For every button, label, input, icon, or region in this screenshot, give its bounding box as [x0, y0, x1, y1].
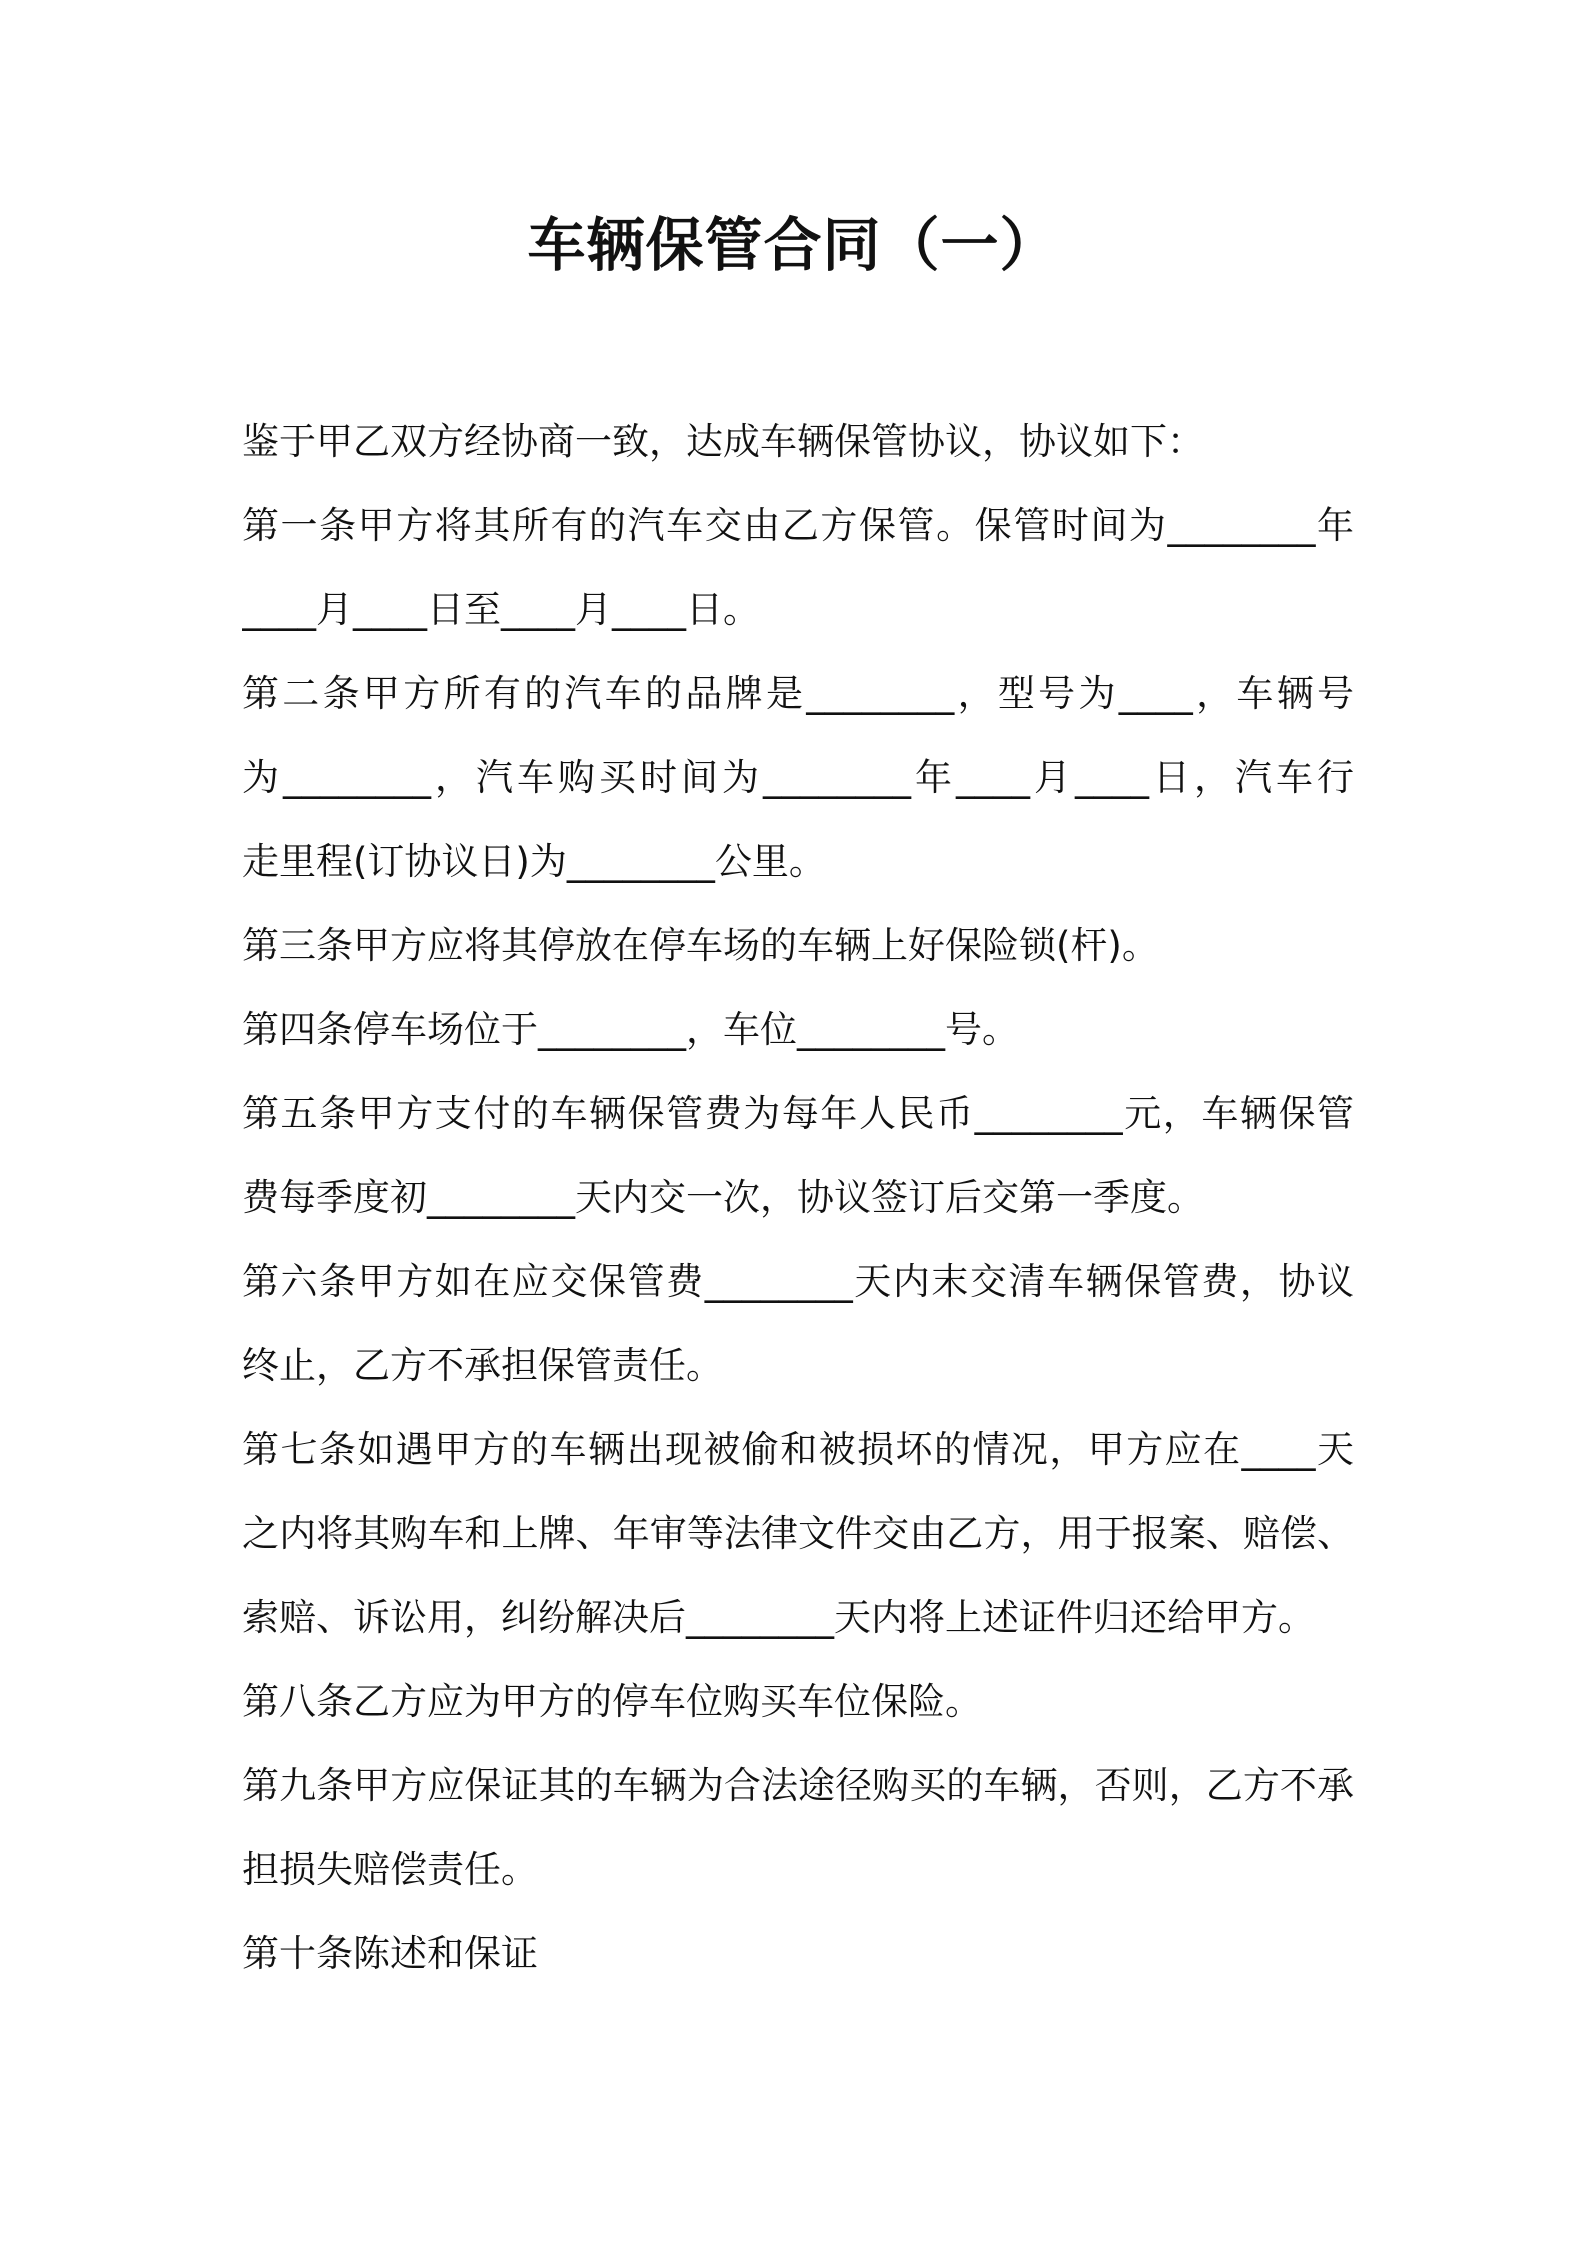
article-1-line-2: ____月____日至____月____日。 — [242, 588, 760, 631]
article-7-line-2: 之内将其购车和上牌、年审等法律文件交由乙方，用于报案、赔偿、 — [242, 1512, 1354, 1555]
article-2-line-3: 走里程(订协议日)为________公里。 — [242, 840, 826, 883]
contract-body — [242, 400, 1354, 1996]
article-1-line-1: 第一条甲方将其所有的汽车交由乙方保管。保管时间为________年 — [242, 504, 1354, 547]
article-6-line-1: 第六条甲方如在应交保管费________天内末交清车辆保管费，协议 — [242, 1260, 1354, 1303]
article-7-line-1: 第七条如遇甲方的车辆出现被偷和被损坏的情况，甲方应在____天 — [242, 1428, 1354, 1471]
article-8-line: 第八条乙方应为甲方的停车位购买车位保险。 — [242, 1680, 982, 1723]
article-2-line-1: 第二条甲方所有的汽车的品牌是________，型号为____，车辆号 — [242, 672, 1354, 715]
article-5-line-1: 第五条甲方支付的车辆保管费为每年人民币________元，车辆保管 — [242, 1092, 1354, 1135]
article-9-line-2: 担损失赔偿责任。 — [242, 1848, 538, 1891]
intro-line: 鉴于甲乙双方经协商一致，达成车辆保管协议，协议如下： — [242, 420, 1204, 463]
article-4-line: 第四条停车场位于________，车位________号。 — [242, 1008, 1019, 1051]
article-6-line-2: 终止，乙方不承担保管责任。 — [242, 1344, 723, 1387]
article-9-line-1: 第九条甲方应保证其的车辆为合法途径购买的车辆，否则，乙方不承 — [242, 1764, 1354, 1807]
article-5-line-2: 费每季度初________天内交一次，协议签订后交第一季度。 — [242, 1176, 1204, 1219]
document-title: 车辆保管合同（一） — [527, 211, 1059, 279]
article-7-line-3: 索赔、诉讼用，纠纷解决后________天内将上述证件归还给甲方。 — [242, 1596, 1315, 1639]
article-10-line: 第十条陈述和保证 — [242, 1932, 538, 1975]
article-2-line-2: 为________，汽车购买时间为________年____月____日，汽车行 — [242, 756, 1354, 799]
article-3-line: 第三条甲方应将其停放在停车场的车辆上好保险锁(杆)。 — [242, 924, 1159, 967]
